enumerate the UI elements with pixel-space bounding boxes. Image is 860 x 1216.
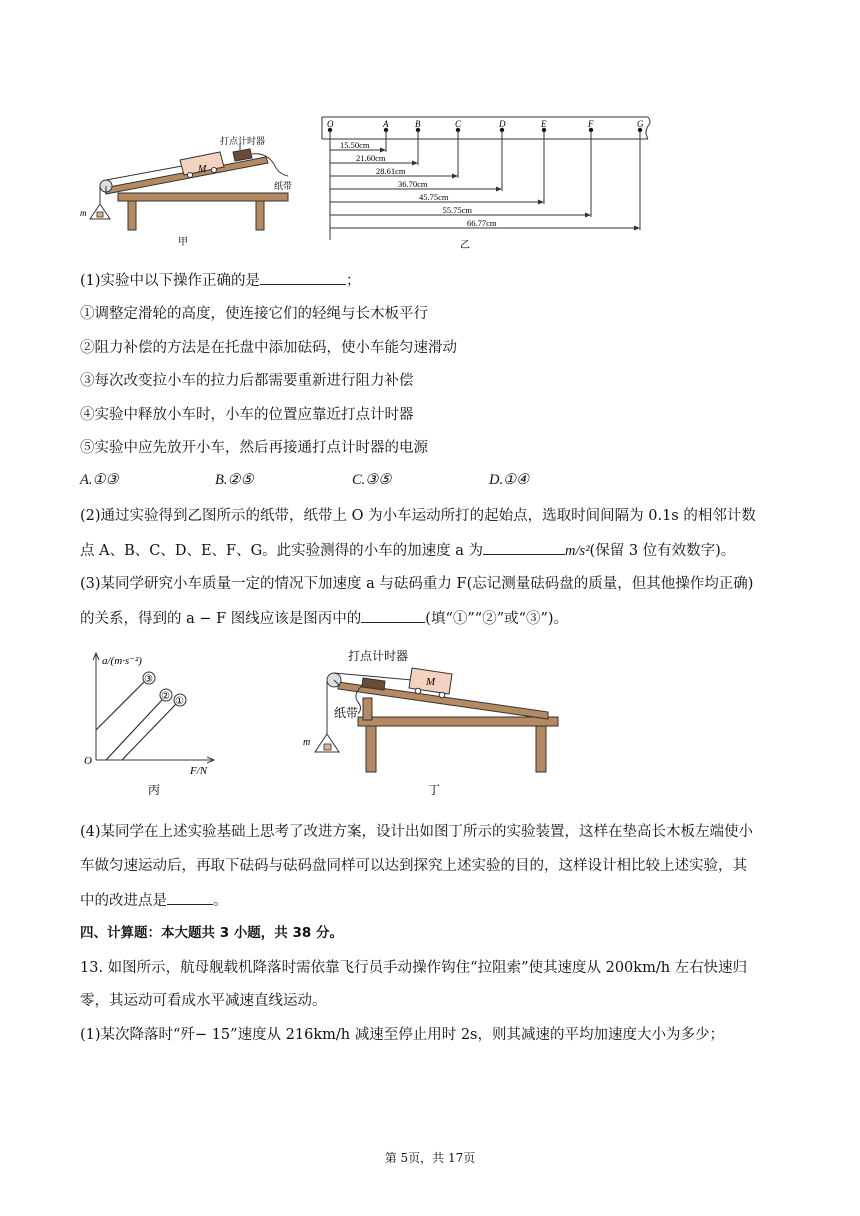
distance-arrow-7 <box>634 226 640 231</box>
cart-label-ding: M <box>426 676 436 688</box>
distance-arrow-1 <box>380 148 386 153</box>
distance-arrow-3 <box>452 174 458 179</box>
curve-label-1: ① <box>175 696 184 707</box>
caption-ding: 丁 <box>428 783 441 797</box>
q2-line2-b: (保留 3 位有效数字)。 <box>589 543 736 559</box>
distance-arrow-6 <box>585 213 591 218</box>
mass-label-ding: m <box>303 737 311 748</box>
distance-label-4: 36.70cm <box>398 179 428 189</box>
section-heading: 四、计算题：本大题共 3 小题，共 38 分。 <box>80 925 343 941</box>
tape-point-d: D <box>499 119 506 129</box>
cart-label-jia: M <box>198 164 207 175</box>
q3-line2 <box>80 608 568 629</box>
q1-stem <box>80 270 361 291</box>
q1-item-1: ①调整定滑轮的高度，使连接它们的轻绳与长木板平行 <box>80 306 428 322</box>
timer-label-jia: 打点计时器 <box>220 136 266 146</box>
tape-point-f: F <box>588 119 594 129</box>
distance-label-2: 21.60cm <box>356 153 386 163</box>
distance-arrow-4 <box>496 187 502 192</box>
timer-label-ding: 打点计时器 <box>348 649 409 663</box>
q1-text: (1)实验中以下操作正确的是 <box>80 273 261 289</box>
q13-line2: 零，其运动可看成水平减速直线运动。 <box>80 993 327 1009</box>
q1-option-c[interactable]: C.③⑤ <box>352 472 392 488</box>
figure-bing <box>78 648 228 800</box>
figure-yi <box>318 112 658 252</box>
origin-label: O <box>84 755 92 767</box>
q13-line1: 13. 如图所示，航母舰载机降落时需依靠飞行员手动操作钩住“拉阻索”使其速度从 200km/h 左右快速归 <box>80 960 748 976</box>
q4-line3-a: 中的改进点是 <box>80 893 167 909</box>
tape-point-a: A <box>383 119 389 129</box>
q2-line2 <box>80 540 735 561</box>
tape-point-o: O <box>327 119 334 129</box>
q1-item-2: ②阻力补偿的方法是在托盘中添加砝码，使小车能匀速滑动 <box>80 340 457 356</box>
q4-line3 <box>80 890 228 911</box>
q2-line1: (2)通过实验得到乙图所示的纸带，纸带上 O 为小车运动所打的起始点，选取时间间隔为 0.1s 的相邻计数 <box>80 508 756 524</box>
q4-blank[interactable] <box>167 890 213 905</box>
q1-item-5: ⑤实验中应先放开小车，然后再接通打点计时器的电源 <box>80 440 428 456</box>
distance-arrow-2 <box>412 161 418 166</box>
figure-jia <box>78 130 298 250</box>
page-footer: 第 5页，共 17页 <box>384 1151 476 1165</box>
q2-unit: m/s² <box>565 543 590 559</box>
curve-label-3: ③ <box>144 674 153 685</box>
mass-label-jia: m <box>80 208 87 218</box>
q1-option-a[interactable]: A.①③ <box>80 472 119 488</box>
q4-line1: (4)某同学在上述实验基础上思考了改进方案，设计出如图丁所示的实验装置，这样在垫高长木板左端使小 <box>80 824 754 840</box>
tape-point-e: E <box>541 119 547 129</box>
q3-line2-b: (填“①”“②”或“③”)。 <box>425 611 569 627</box>
q3-line1: (3)某同学研究小车质量一定的情况下加速度 a 与砝码重力 F(忘记测量砝码盘的质量，但其他操作均正确) <box>80 576 754 592</box>
q3-blank[interactable] <box>361 608 425 623</box>
q1-blank[interactable] <box>260 270 346 285</box>
distance-label-3: 28.61cm <box>376 166 406 176</box>
caption-yi: 乙 <box>460 240 470 251</box>
distance-label-5: 45.75cm <box>419 192 449 202</box>
tape-label-ding: 纸带 <box>334 706 359 720</box>
figure-ding <box>300 642 570 802</box>
distance-arrow-5 <box>538 200 544 205</box>
tape-point-g: G <box>637 119 644 129</box>
q1-item-3: ③每次改变拉小车的拉力后都需要重新进行阻力补偿 <box>80 373 414 389</box>
distance-label-6: 55.75cm <box>442 205 473 215</box>
axis-label-f: F/N <box>190 765 208 777</box>
axis-label-a: a/(m·s⁻²) <box>102 655 142 667</box>
q13-sub1: (1)某次降落时“歼− 15”速度从 216km/h 减速至停止用时 2s，则其减速的平均加速度大小为多少； <box>80 1027 725 1043</box>
caption-jia: 甲 <box>178 237 188 248</box>
q4-line3-b: 。 <box>213 893 228 909</box>
q1-option-d[interactable]: D.①④ <box>489 472 530 488</box>
tape-point-b: B <box>415 119 421 129</box>
caption-bing: 丙 <box>148 783 161 797</box>
tape-label-jia: 纸带 <box>274 181 293 191</box>
q1-tail: ； <box>346 273 361 289</box>
q2-blank[interactable] <box>483 540 565 555</box>
curve-label-2: ② <box>161 691 170 702</box>
distance-label-1: 15.50cm <box>340 140 370 150</box>
q4-line2: 车做匀速运动后，再取下砝码与砝码盘同样可以达到探究上述实验的目的，这样设计相比较上述实验，其 <box>80 858 747 874</box>
q2-line2-a: 点 A、B、C、D、E、F、G。此实验测得的小车的加速度 a 为 <box>80 543 484 559</box>
q3-line2-a: 的关系，得到的 a − F 图线应该是图丙中的 <box>80 611 362 627</box>
tape-point-c: C <box>455 119 462 129</box>
q1-item-4: ④实验中释放小车时，小车的位置应靠近打点计时器 <box>80 407 414 423</box>
q1-option-b[interactable]: B.②⑤ <box>215 472 254 488</box>
distance-label-7: 66.77cm <box>467 218 497 228</box>
